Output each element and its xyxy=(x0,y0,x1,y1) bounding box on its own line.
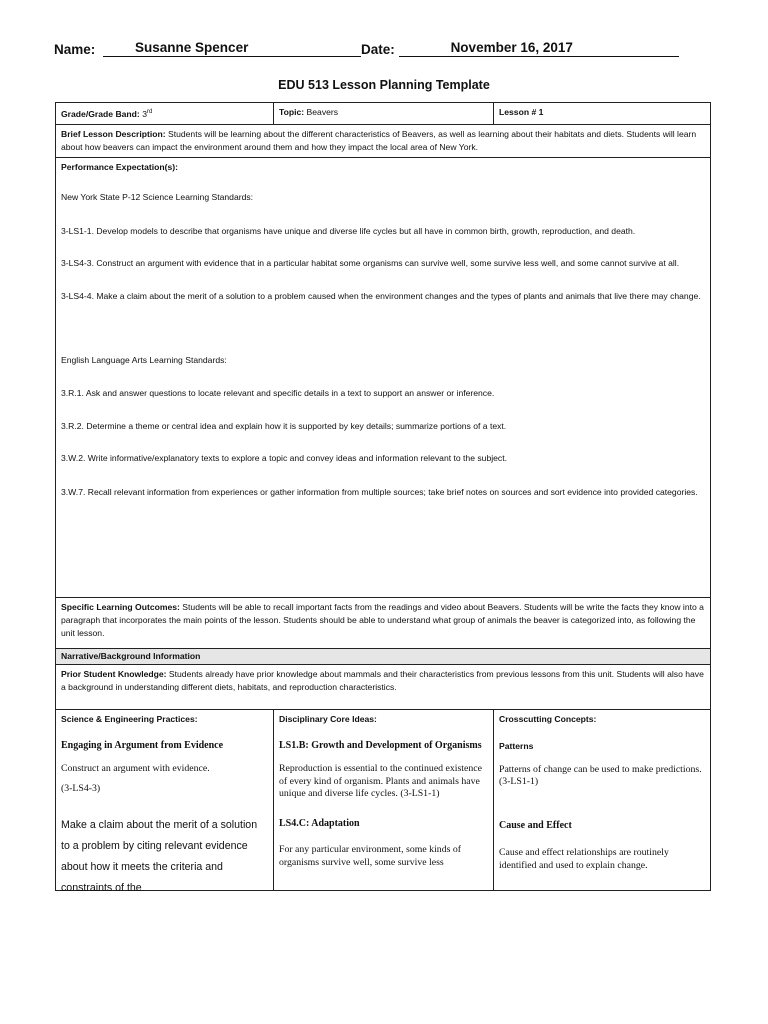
crosscutting-text: Patterns of change can be used to make predictions. (3-LS1-1) xyxy=(499,763,702,788)
topic-cell xyxy=(274,103,494,125)
standard-item: 3-LS1-1. Develop models to describe that organisms have unique and diverse life cycles but all have in common birth, growth, reproduction, and death. xyxy=(61,225,636,236)
core-ideas-heading: LS4.C: Adaptation xyxy=(279,817,360,829)
name-value: Susanne Spencer xyxy=(135,40,249,55)
standard-item: 3-LS4-4. Make a claim about the merit of a solution to a problem caused when the environment changes and the types of plants and animals that live there may change. xyxy=(61,290,701,301)
science-standards-heading: New York State P-12 Science Learning Standards: xyxy=(61,191,254,202)
practices-content xyxy=(61,713,268,895)
crosscutting-content xyxy=(499,713,705,887)
core-ideas-label: Disciplinary Core Ideas: xyxy=(279,713,377,724)
core-ideas-text: For any particular environment, some kinds of organisms survive well, some survive less xyxy=(279,844,462,868)
crosscutting-heading: Cause and Effect xyxy=(499,819,572,831)
standard-item: 3-LS4-3. Construct an argument with evidence that in a particular habitat some organisms can survive well, some survive less well, and some cannot survive at all. xyxy=(61,258,680,269)
brief-row xyxy=(56,124,711,157)
outcomes-row xyxy=(56,597,711,648)
standard-item: 3.R.1. Ask and answer questions to locate relevant and specific details in a text to support an answer or inference. xyxy=(61,387,495,398)
prior-knowledge-text: Students already have prior knowledge about mammals and their characteristics from previous lessons from this unit. Students will also have a background in understanding different diets, habitats, and reproduction characteristics. xyxy=(61,668,704,692)
grade-label: Grade/Grade Band: xyxy=(61,108,140,119)
narrative-row xyxy=(56,648,711,664)
practices-cell xyxy=(56,709,274,895)
standard-item: 3.W.7. Recall relevant information from experiences or gather information from multiple sources; take brief notes on sources and sort evidence into provided categories. xyxy=(61,486,698,497)
prior-knowledge-cell xyxy=(56,664,711,709)
date-label: Date: xyxy=(361,42,395,57)
name-field xyxy=(103,40,361,57)
header-line xyxy=(54,40,679,57)
name-label: Name: xyxy=(54,42,96,57)
brief-text: Students will be learning about the different characteristics of Beavers, as well as learning about their habitats and diets. Students will learn about how beavers can impact the environment around them and how they impact the local area of New York. xyxy=(61,128,697,152)
lesson-number: Lesson # 1 xyxy=(499,107,544,117)
crosscutting-label: Crosscutting Concepts: xyxy=(499,713,597,724)
lesson-plan-table xyxy=(55,102,711,895)
narrative-label: Narrative/Background Information xyxy=(61,650,201,661)
core-ideas-heading: LS1.B: Growth and Development of Organisms xyxy=(279,739,482,751)
topic-value: Beavers xyxy=(306,107,339,117)
standard-item: 3.R.2. Determine a theme or central idea and explain how it is supported by key details; summarize portions of a text. xyxy=(61,420,507,431)
crosscutting-text: Cause and effect relationships are routinely identified and used to explain change. xyxy=(499,847,669,871)
grade-cell xyxy=(56,103,274,125)
ela-standards-heading: English Language Arts Learning Standards: xyxy=(61,354,227,365)
practices-code: (3-LS4-3) xyxy=(61,782,101,794)
crosscutting-heading: Patterns xyxy=(499,740,534,751)
brief-label: Brief Lesson Description: xyxy=(61,128,166,139)
core-ideas-text: Reproduction is essential to the continued existence of every kind of organism. Plants and animals have unique and diverse life cycles. (3-LS1-1) xyxy=(279,763,482,800)
page-title: EDU 513 Lesson Planning Template xyxy=(278,78,490,92)
narrative-cell xyxy=(56,648,711,664)
lesson-cell xyxy=(494,103,711,125)
outcomes-label: Specific Learning Outcomes: xyxy=(61,601,180,612)
performance-row xyxy=(56,157,711,597)
topic-label: Topic: xyxy=(279,107,305,117)
core-ideas-cell xyxy=(274,709,494,890)
outcomes-text: Students will be able to recall important facts from the readings and video about Beavers. Students will be write the facts they know into a paragraph that incorporates the main points of the lesson. Students should be able to understand what group of animals the beaver is categorized into, as following the unit lesson. xyxy=(61,601,704,638)
performance-cell xyxy=(56,157,711,597)
practices-heading: Engaging in Argument from Evidence xyxy=(61,739,224,751)
prior-knowledge-row xyxy=(56,664,711,709)
practices-label: Science & Engineering Practices: xyxy=(61,713,198,724)
practices-claim-text: Make a claim about the merit of a solution to a problem by citing relevant evidence about how it meets the criteria and constraints of the xyxy=(61,819,258,895)
three-dimensions-row xyxy=(56,709,711,890)
outcomes-cell xyxy=(56,597,711,648)
grade-topic-row xyxy=(56,103,711,125)
brief-cell xyxy=(56,124,711,157)
grade-suffix: rd xyxy=(146,109,153,115)
core-ideas-content xyxy=(279,713,488,887)
date-field xyxy=(399,40,679,57)
grade-value: 3 xyxy=(142,108,147,119)
practices-text: Construct an argument with evidence. xyxy=(61,763,210,775)
date-value: November 16, 2017 xyxy=(450,40,573,55)
standard-item: 3.W.2. Write informative/explanatory texts to explore a topic and convey ideas and information relevant to the subject. xyxy=(61,452,507,463)
performance-label: Performance Expectation(s): xyxy=(61,161,179,172)
prior-knowledge-label: Prior Student Knowledge: xyxy=(61,668,167,679)
crosscutting-cell xyxy=(494,709,711,890)
